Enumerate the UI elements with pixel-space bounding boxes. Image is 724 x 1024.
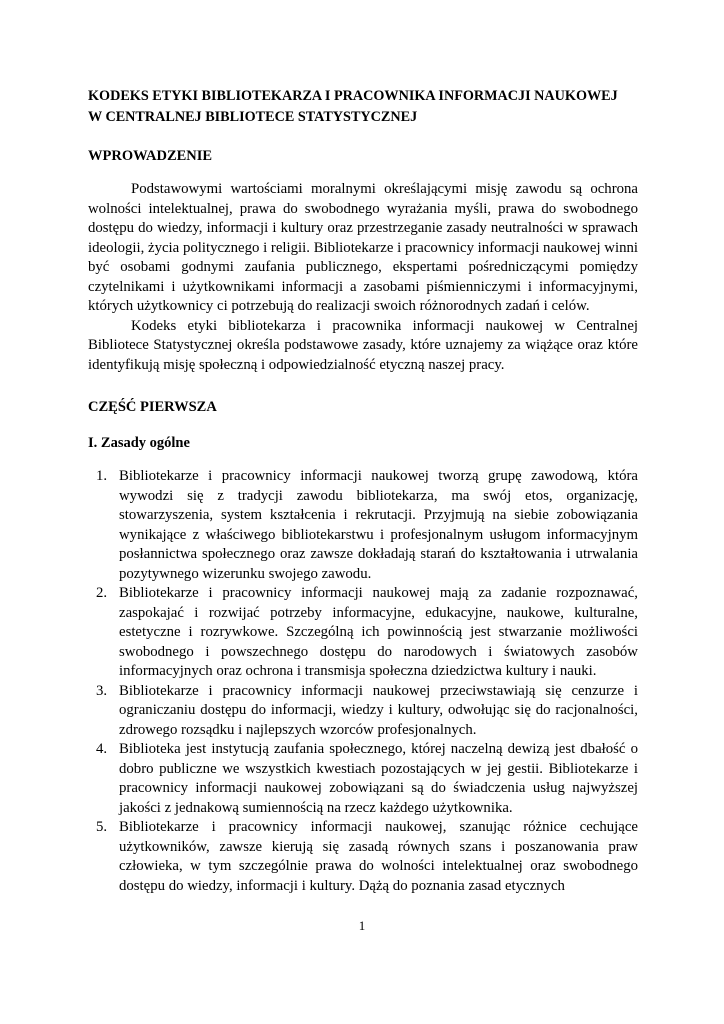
intro-heading: WPROWADZENIE	[88, 148, 213, 164]
list-item-text: Biblioteka jest instytucją zaufania społecznego, której naczelną dewizą jest dbałość o dobro publiczne we wszystkich kwestiach pozostających w jej gestii. Bibliotekarze i pracownicy informacji naukowej zobowiązani są do świadczenia usług najwyższej jakości z jednakową sumiennością na rzecz każdego użytkownika.	[119, 741, 638, 816]
intro-paragraph: Podstawowymi wartościami moralnymi określającymi misję zawodu są ochrona wolności intelektualnej, prawa do swobodnego wyrażania myśli, prawa do swobodnego dostępu do wiedzy, informacji i kultury oraz przestrzeganie zasady neutralności w sprawach ideologii, życia politycznego i religii. Bibliotekarze i pracownicy informacji naukowej winni być osobami godnymi zaufania publicznego, ekspertami pośredniczącymi pomiędzy czytelnikami i użytkownikami informacji a zasobami piśmienniczymi i informacyjnymi, których użytkownicy ci potrzebują do realizacji swoich różnorodnych zadań i celów.	[88, 181, 638, 314]
intro-section	[88, 180, 638, 375]
list-item-number: 4.	[96, 741, 108, 757]
list-item-text: Bibliotekarze i pracownicy informacji naukowej, szanując różnice cechujące użytkowników, zawsze kierują się zasadą równych szans i poszanowania praw człowieka, w tym szczególnie prawa do wolności intelektualnej oraz swobodnego dostępu do wiedzy, informacji i kultury. Dążą do poznania zasad etycznych	[119, 819, 638, 894]
list-item-number: 2.	[96, 585, 108, 601]
list-item	[88, 467, 638, 584]
rules-list	[88, 467, 638, 896]
document-title-line-1: KODEKS ETYKI BIBLIOTEKARZA I PRACOWNIKA INFORMACJI NAUKOWEJ	[88, 88, 618, 104]
intro-paragraph: Kodeks etyki bibliotekarza i pracownika informacji naukowej w Centralnej Bibliotece Statystycznej określa podstawowe zasady, które uznajemy za wiążące oraz które identyfikują misję społeczną i odpowiedzialność etyczną naszej pracy.	[88, 317, 638, 373]
list-item-text: Bibliotekarze i pracownicy informacji naukowej tworzą grupę zawodową, która wywodzi się z tradycji zawodu bibliotekarza, ma swój etos, organizację, stowarzyszenia, system kształcenia i rekrutacji. Przyjmują na siebie zobowiązania wynikające z właściwego bibliotekarstwu i profesjonalnym usługom informacyjnym posłannictwa społecznego oraz zawsze dokładają starań do kształtowania i utrwalania pozytywnego wizerunku swojego zawodu.	[119, 468, 638, 582]
list-item-number: 3.	[96, 682, 108, 699]
document-title-line-2: W CENTRALNEJ BIBLIOTECE STATYSTYCZNEJ	[88, 109, 418, 125]
document-title	[88, 86, 648, 128]
list-item-text: Bibliotekarze i pracownicy informacji naukowej mają za zadanie rozpoznawać, zaspokajać i rozwijać potrzeby informacyjne, edukacyjne, naukowe, kulturalne, estetyczne i rozrywkowe. Szczególną ich powinnością jest stwarzanie możliwości swobodnego i powszechnego dostępu do narodowych i światowych zasobów informacyjnych oraz ochrona i transmisja społeczna dziedzictwa kultury i nauki.	[119, 585, 638, 679]
list-item	[88, 682, 638, 741]
list-item	[88, 740, 638, 818]
list-item	[88, 584, 638, 682]
list-item-number: 1.	[96, 468, 108, 484]
part-heading: CZĘŚĆ PIERWSZA	[88, 399, 217, 415]
list-item-number: 5.	[96, 819, 108, 835]
list-item-text: Bibliotekarze i pracownicy informacji naukowej przeciwstawiają się cenzurze i ograniczaniu dostępu do informacji, wiedzy i kultury, odwołując się do racjonalności, zdrowego rozsądku i najlepszych wzorców profesjonalnych.	[119, 682, 638, 738]
page-number: 1	[358, 918, 366, 933]
section-heading: I. Zasady ogólne	[88, 435, 190, 451]
list-item	[88, 818, 638, 896]
